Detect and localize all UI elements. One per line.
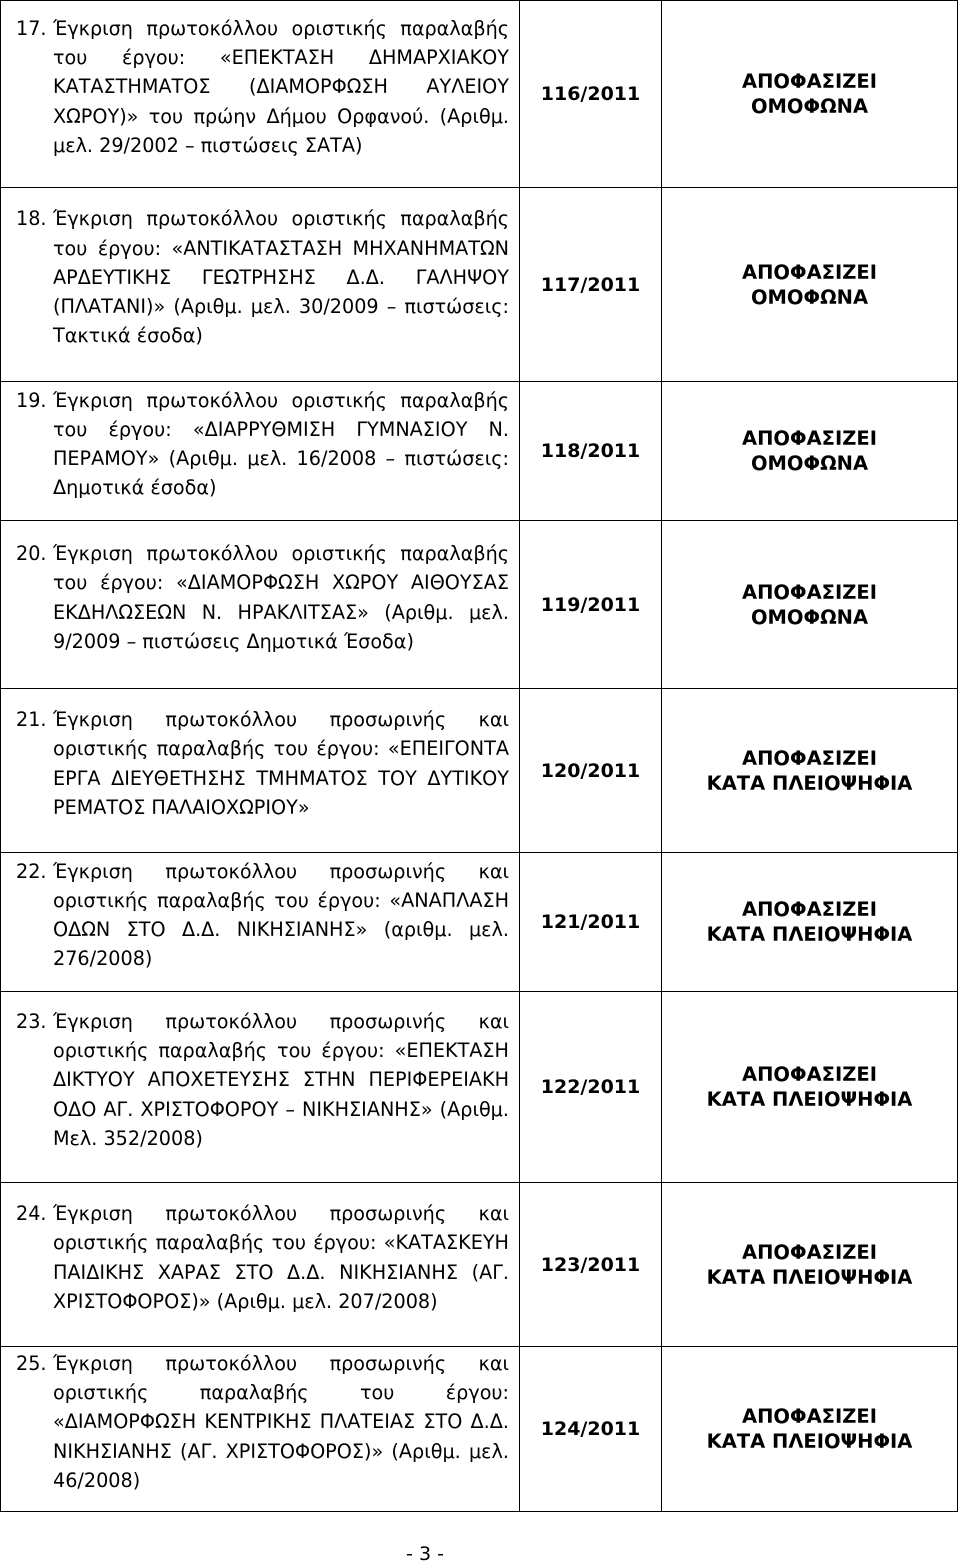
decision-number: 121/2011 [520,853,662,992]
decision-vote: ΟΜΟΦΩΝΑ [750,285,869,309]
decision-outcome-cell [662,521,958,689]
item-description-cell [1,1,520,188]
table-row [1,1347,958,1512]
decision-verb: ΑΠΟΦΑΣΙΖΕΙ [742,70,877,93]
decision-verb: ΑΠΟΦΑΣΙΖΕΙ [742,1063,877,1086]
decision-outcome-cell [662,382,958,521]
item-number: 19. [16,388,47,412]
table-row [1,521,958,689]
table-row [1,689,958,853]
item-description: Έγκριση πρωτοκόλλου προσωρινής και οριστικής παραλαβής του έργου: «ΑΝΑΠΛΑΣΗ ΟΔΩΝ ΣΤΟ Δ.Δ. ΝΙΚΗΣΙΑΝΗΣ» (αριθμ. μελ. 276/2008) [53,859,509,971]
item-description-cell [1,1347,520,1512]
decision-number: 119/2011 [520,521,662,689]
item-number: 17. [16,16,47,40]
decision-verb: ΑΠΟΦΑΣΙΖΕΙ [742,260,877,284]
table-row [1,853,958,992]
item-number: 22. [16,859,47,883]
item-number: 24. [16,1202,47,1226]
decision-verb: ΑΠΟΦΑΣΙΖΕΙ [742,1240,877,1264]
decision-verb: ΑΠΟΦΑΣΙΖΕΙ [742,746,877,770]
decision-outcome-cell [662,992,958,1183]
decision-verb: ΑΠΟΦΑΣΙΖΕΙ [742,427,877,450]
item-description: Έγκριση πρωτοκόλλου οριστικής παραλαβής του έργου: «ΔΙΑΡΡΥΘΜΙΣΗ ΓΥΜΝΑΣΙΟΥ Ν. ΠΕΡΑΜΟΥ» (Αριθμ. μελ. 16/2008 – πιστώσεις: Δημοτικά έσοδα) [53,388,509,500]
table-row [1,1183,958,1347]
decision-number: 122/2011 [520,992,662,1183]
decision-vote: ΚΑΤΑ ΠΛΕΙΟΨΗΦΙΑ [706,1265,913,1289]
decision-number: 117/2011 [520,188,662,382]
decision-number: 116/2011 [520,1,662,188]
decision-vote: ΚΑΤΑ ΠΛΕΙΟΨΗΦΙΑ [706,1088,913,1111]
item-description-cell [1,853,520,992]
item-number: 25. [16,1352,47,1375]
item-description: Έγκριση πρωτοκόλλου προσωρινής και οριστικής παραλαβής του έργου: «ΕΠΕΚΤΑΣΗ ΔΙΚΤΥΟΥ ΑΠΟΧΕΤΕΥΣΗΣ ΣΤΗΝ ΠΕΡΙΦΕΡΕΙΑΚΗ ΟΔΟ ΑΓ. ΧΡΙΣΤΟΦΟΡΟΥ – ΝΙΚΗΣΙΑΝΗΣ» (Αριθμ. Μελ. 352/2008) [53,1009,509,1150]
decision-verb: ΑΠΟΦΑΣΙΖΕΙ [742,1405,877,1428]
decision-vote: ΚΑΤΑ ΠΛΕΙΟΨΗΦΙΑ [706,1430,913,1453]
table-row [1,382,958,521]
decision-verb: ΑΠΟΦΑΣΙΖΕΙ [742,898,877,921]
decision-outcome-cell [662,1183,958,1347]
page-number: - 3 - [406,1543,444,1565]
item-number: 18. [16,207,47,231]
decision-vote: ΟΜΟΦΩΝΑ [750,452,869,475]
item-number: 21. [16,708,47,732]
decision-verb: ΑΠΟΦΑΣΙΖΕΙ [742,580,877,604]
item-description: Έγκριση πρωτοκόλλου οριστικής παραλαβής του έργου: «ΔΙΑΜΟΡΦΩΣΗ ΧΩΡΟΥ ΑΙΘΟΥΣΑΣ ΕΚΔΗΛΩΣΕΩΝ Ν. ΗΡΑΚΛΙΤΣΑΣ» (Αριθμ. μελ. 9/2009 – πιστώσεις Δημοτικά Έσοδα) [53,542,509,653]
decision-number: 124/2011 [520,1347,662,1512]
item-description-cell [1,689,520,853]
item-description-cell [1,1183,520,1347]
decision-number: 120/2011 [520,689,662,853]
decision-outcome-cell [662,1347,958,1512]
item-description: Έγκριση πρωτοκόλλου οριστικής παραλαβής του έργου: «ΑΝΤΙΚΑΤΑΣΤΑΣΗ ΜΗΧΑΝΗΜΑΤΩΝ ΑΡΔΕΥΤΙΚΗΣ ΓΕΩΤΡΗΣΗΣ Δ.Δ. ΓΑΛΗΨΟΥ (ΠΛΑΤΑΝΙ)» (Αριθμ. μελ. 30/2009 – πιστώσεις: Τακτικά έσοδα) [53,207,509,348]
item-description: Έγκριση πρωτοκόλλου προσωρινής και οριστικής παραλαβής του έργου: «ΕΠΕΙΓΟΝΤΑ ΕΡΓΑ ΔΙΕΥΘΕΤΗΣΗΣ ΤΜΗΜΑΤΟΣ ΤΟΥ ΔΥΤΙΚΟΥ ΡΕΜΑΤΟΣ ΠΑΛΑΙΟΧΩΡΙΟΥ» [53,708,509,819]
decision-vote: ΚΑΤΑ ΠΛΕΙΟΨΗΦΙΑ [706,923,913,946]
item-number: 20. [16,542,47,566]
table-row [1,1,958,188]
item-description: Έγκριση πρωτοκόλλου προσωρινής και οριστικής παραλαβής του έργου: «ΔΙΑΜΟΡΦΩΣΗ ΚΕΝΤΡΙΚΗΣ ΠΛΑΤΕΙΑΣ ΣΤΟ Δ.Δ. ΝΙΚΗΣΙΑΝΗΣ (ΑΓ. ΧΡΙΣΤΟΦΟΡΟΣ)» (Αριθμ. μελ. 46/2008) [53,1352,509,1492]
table-row [1,992,958,1183]
decision-outcome-cell [662,689,958,853]
decision-outcome-cell [662,853,958,992]
decision-vote: ΟΜΟΦΩΝΑ [750,605,869,629]
item-description-cell [1,382,520,521]
item-description-cell [1,992,520,1183]
decision-number: 118/2011 [520,382,662,521]
item-description-cell [1,188,520,382]
table-row [1,188,958,382]
decision-vote: ΚΑΤΑ ΠΛΕΙΟΨΗΦΙΑ [706,771,913,795]
decision-vote: ΟΜΟΦΩΝΑ [750,95,869,118]
item-description: Έγκριση πρωτοκόλλου προσωρινής και οριστικής παραλαβής του έργου: «ΚΑΤΑΣΚΕΥΗ ΠΑΙΔΙΚΗΣ ΧΑΡΑΣ ΣΤΟ Δ.Δ. ΝΙΚΗΣΙΑΝΗΣ (ΑΓ. ΧΡΙΣΤΟΦΟΡΟΣ)» (Αριθμ. μελ. 207/2008) [53,1202,509,1313]
item-description-cell [1,521,520,689]
item-description: Έγκριση πρωτοκόλλου οριστικής παραλαβής του έργου: «ΕΠΕΚΤΑΣΗ ΔΗΜΑΡΧΙΑΚΟΥ ΚΑΤΑΣΤΗΜΑΤΟΣ (ΔΙΑΜΟΡΦΩΣΗ ΑΥΛΕΙΟΥ ΧΩΡΟΥ)» του πρώην Δήμου Ορφανού. (Αριθμ. μελ. 29/2002 – πιστώσεις ΣΑΤΑ) [53,16,509,157]
item-number: 23. [16,1009,47,1033]
decision-outcome-cell [662,1,958,188]
decision-number: 123/2011 [520,1183,662,1347]
decision-outcome-cell [662,188,958,382]
